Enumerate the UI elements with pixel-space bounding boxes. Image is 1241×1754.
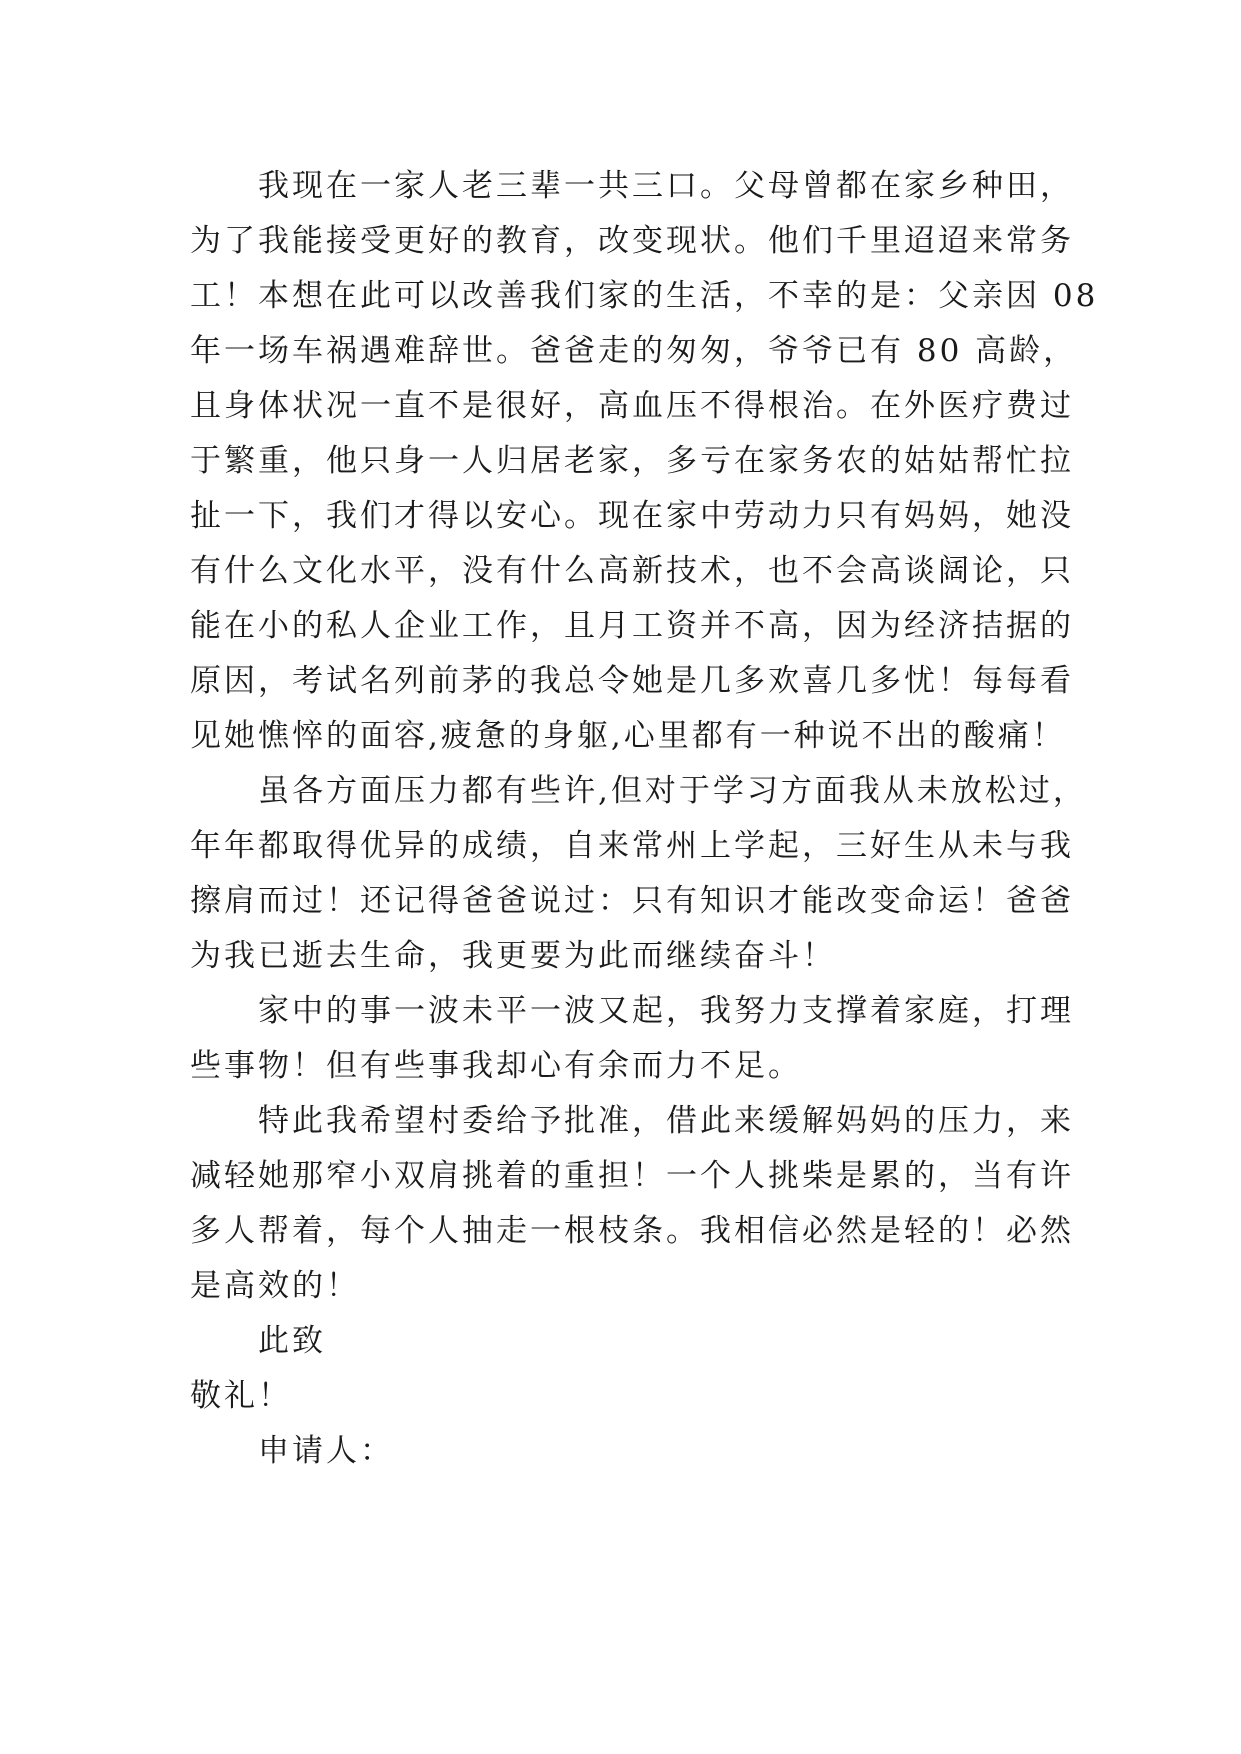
paragraph-line: 且身体状况一直不是很好，高血压不得根治。在外医疗费过 bbox=[190, 388, 1074, 424]
paragraph-line: 虽各方面压力都有些许,但对于学习方面我从未放松过， bbox=[258, 773, 1087, 809]
paragraph-line: 为我已逝去生命，我更要为此而继续奋斗！ bbox=[190, 938, 836, 974]
paragraph-line: 于繁重，他只身一人归居老家，多亏在家务农的姑姑帮忙拉 bbox=[190, 443, 1074, 479]
closing-phrase: 此致 bbox=[258, 1323, 326, 1359]
paragraph-line: 是高效的！ bbox=[190, 1268, 360, 1304]
paragraph-line: 为了我能接受更好的教育，改变现状。他们千里迢迢来常务 bbox=[190, 223, 1074, 259]
paragraph-line: 些事物！但有些事我却心有余而力不足。 bbox=[190, 1048, 802, 1084]
paragraph-line: 家中的事一波未平一波又起，我努力支撑着家庭，打理 bbox=[258, 993, 1074, 1029]
paragraph-line: 能在小的私人企业工作，且月工资并不高，因为经济拮据的 bbox=[190, 608, 1074, 644]
paragraph-line: 年年都取得优异的成绩，自来常州上学起，三好生从未与我 bbox=[190, 828, 1074, 864]
applicant-label: 申请人： bbox=[258, 1433, 394, 1469]
paragraph-line: 工！本想在此可以改善我们家的生活，不幸的是：父亲因 08 bbox=[190, 278, 1099, 314]
paragraph-line: 特此我希望村委给予批准，借此来缓解妈妈的压力，来 bbox=[258, 1103, 1074, 1139]
paragraph-line: 有什么文化水平，没有什么高新技术，也不会高谈阔论，只 bbox=[190, 553, 1074, 589]
paragraph-line: 见她憔悴的面容,疲惫的身躯,心里都有一种说不出的酸痛！ bbox=[190, 718, 1066, 754]
salutation: 敬礼！ bbox=[190, 1378, 292, 1414]
paragraph-line: 年一场车祸遇难辞世。爸爸走的匆匆，爷爷已有 80 高龄， bbox=[190, 333, 1078, 369]
paragraph-line: 多人帮着，每个人抽走一根枝条。我相信必然是轻的！必然 bbox=[190, 1213, 1074, 1249]
paragraph-line: 原因，考试名列前茅的我总令她是几多欢喜几多忧！每每看 bbox=[190, 663, 1074, 699]
paragraph-line: 扯一下，我们才得以安心。现在家中劳动力只有妈妈，她没 bbox=[190, 498, 1074, 534]
paragraph-line: 减轻她那窄小双肩挑着的重担！一个人挑柴是累的，当有许 bbox=[190, 1158, 1074, 1194]
paragraph-line: 我现在一家人老三辈一共三口。父母曾都在家乡种田， bbox=[258, 168, 1074, 204]
paragraph-line: 擦肩而过！还记得爸爸说过：只有知识才能改变命运！爸爸 bbox=[190, 883, 1074, 919]
